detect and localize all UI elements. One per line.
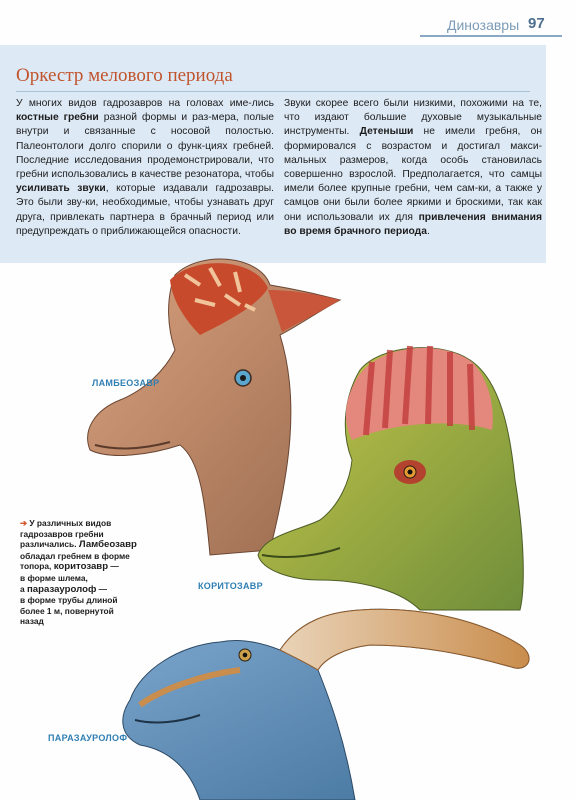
caption-text: топора, [20,561,54,572]
label-parasaurolophus: ПАРАЗАУРОЛОФ [48,733,128,743]
caption-text: У различных видов [29,518,112,528]
text-run: . [426,225,430,237]
caption-text: — [108,561,119,572]
text-run: не имели гребня, он формировался с возрастом и достигал макси-мальных размеров, когда особь становилась совершенно взрослой. Предполагается, что самцы имели более крупные гребни, чем сам-ки, а также у самцов они были более яркими и броскими, так как они использовали их для [284,126,543,223]
caption-text: назад [20,616,44,627]
caption-text: гадрозавров гребни [20,528,104,539]
caption-text: различались. [20,539,79,550]
text-run: , которые издавали гадрозавры. Это были зву-ки, необходимые, чтобы узнавать друг друга, привлекать партнера в брачный период или предупреждать о приближающейся опасности. [16,183,274,237]
text-run-bold: Детеныши [359,126,414,138]
section-name: Динозавры [447,17,520,33]
illustration-caption [20,518,162,627]
label-corythosaurus: КОРИТОЗАВР [198,581,263,591]
caption-text: в форме трубы длиной [20,595,118,606]
left-column-text [16,97,274,239]
text-run-bold: усиливать звуки [16,183,106,195]
title-rule [16,91,530,92]
page-number: 97 [528,15,545,32]
text-run: Звуки скорее всего были низкими, похожими на те, что издают большие духовые музыкальные инструменты. [284,98,542,138]
text-run: разной формы и раз-мера, полые внутри и связанные с носовой полостью. Палеонтологи долго спорили о функ-циях гребней. Последние исследования продемонстрировали, что гребни использовались в качестве резонатора, чтобы [16,112,274,181]
caption-text: в форме шлема, [20,572,88,583]
parasaurolophus-head [123,609,529,800]
caption-species-name: Ламбеозавр [78,539,137,551]
caption-species-name: коритозавр [53,561,109,573]
arrow-right-icon: ➔ [20,518,28,528]
text-run-bold: привлечения внимания во время брачного периода [284,211,542,237]
caption-text: обладал гребнем в форме [20,550,130,561]
text-run: У многих видов гадрозавров на головах име-лись [16,98,274,109]
caption-text: более 1 м, повернутой [20,605,114,616]
caption-species-name: паразауролоф [27,583,97,595]
corythosaurus-head [258,346,523,610]
caption-text: а [20,583,27,594]
page-header [0,0,575,40]
lambeosaurus-head [88,259,340,555]
caption-text: — [96,583,108,594]
label-lambeosaurus: ЛАМБЕОЗАВР [92,378,160,388]
box-title: Оркестр мелового периода [16,65,233,86]
text-run-bold: костные гребни [16,112,99,124]
header-rule [420,35,562,37]
right-column-text [284,97,542,239]
